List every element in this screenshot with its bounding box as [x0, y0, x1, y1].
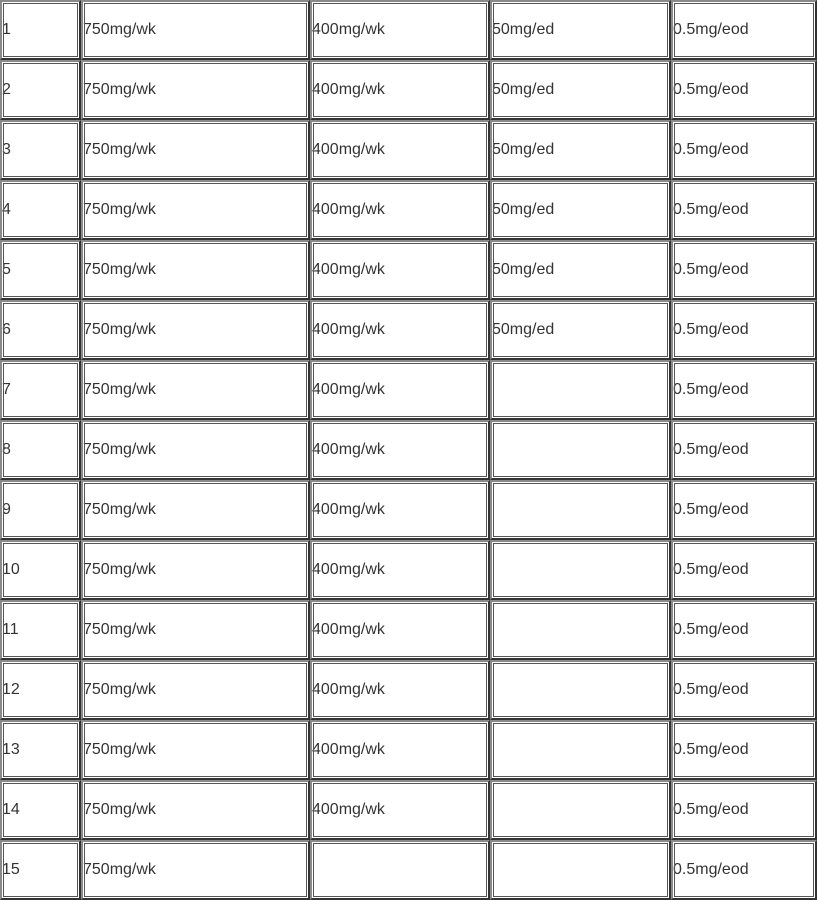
dose-cell-b: 400mg/wk: [310, 180, 490, 240]
dose-cell-b: 400mg/wk: [310, 600, 490, 660]
week-cell: 3: [0, 120, 81, 180]
dose-cell-d: 0.5mg/eod: [671, 300, 817, 360]
dose-cell-c: 50mg/ed: [490, 120, 671, 180]
dose-cell-b: 400mg/wk: [310, 420, 490, 480]
week-cell: 11: [0, 600, 81, 660]
dose-cell-a: 750mg/wk: [81, 420, 310, 480]
dose-cell-d: 0.5mg/eod: [671, 0, 817, 60]
dose-cell-b: 400mg/wk: [310, 540, 490, 600]
table-row: [0, 840, 817, 900]
table-row: [0, 60, 817, 120]
table-row: [0, 600, 817, 660]
dose-cell-a: 750mg/wk: [81, 120, 310, 180]
dose-cell-b: 400mg/wk: [310, 60, 490, 120]
dose-cell-a: 750mg/wk: [81, 660, 310, 720]
week-cell: 5: [0, 240, 81, 300]
week-cell: 13: [0, 720, 81, 780]
dose-cell-a: 750mg/wk: [81, 360, 310, 420]
dose-cell-c: [490, 420, 671, 480]
week-cell: 10: [0, 540, 81, 600]
week-cell: 4: [0, 180, 81, 240]
dose-cell-d: 0.5mg/eod: [671, 540, 817, 600]
dose-cell-d: 0.5mg/eod: [671, 780, 817, 840]
table-row: [0, 660, 817, 720]
dose-cell-a: 750mg/wk: [81, 180, 310, 240]
dose-cell-c: 50mg/ed: [490, 0, 671, 60]
dose-cell-a: 750mg/wk: [81, 300, 310, 360]
dose-cell-c: [490, 360, 671, 420]
dose-cell-a: 750mg/wk: [81, 240, 310, 300]
dose-cell-d: 0.5mg/eod: [671, 240, 817, 300]
dose-cell-d: 0.5mg/eod: [671, 120, 817, 180]
dose-cell-a: 750mg/wk: [81, 720, 310, 780]
dose-cell-c: 50mg/ed: [490, 60, 671, 120]
dose-cell-c: [490, 540, 671, 600]
week-cell: 6: [0, 300, 81, 360]
dose-cell-d: 0.5mg/eod: [671, 420, 817, 480]
dose-cell-a: 750mg/wk: [81, 780, 310, 840]
dose-cell-d: 0.5mg/eod: [671, 60, 817, 120]
table-row: [0, 0, 817, 60]
dose-cell-d: 0.5mg/eod: [671, 600, 817, 660]
week-cell: 9: [0, 480, 81, 540]
dose-cell-b: 400mg/wk: [310, 480, 490, 540]
dose-cell-b: 400mg/wk: [310, 300, 490, 360]
dose-cell-a: 750mg/wk: [81, 540, 310, 600]
dose-cell-c: 50mg/ed: [490, 240, 671, 300]
dose-cell-a: 750mg/wk: [81, 60, 310, 120]
table-row: [0, 720, 817, 780]
dose-cell-d: 0.5mg/eod: [671, 840, 817, 900]
dose-cell-c: [490, 840, 671, 900]
dose-cell-c: 50mg/ed: [490, 300, 671, 360]
dose-cell-b: 400mg/wk: [310, 0, 490, 60]
week-cell: 7: [0, 360, 81, 420]
dose-cell-d: 0.5mg/eod: [671, 660, 817, 720]
dose-cell-c: [490, 480, 671, 540]
table-row: [0, 480, 817, 540]
dose-cell-b: 400mg/wk: [310, 120, 490, 180]
table-row: [0, 780, 817, 840]
dose-cell-c: [490, 720, 671, 780]
dose-cell-b: 400mg/wk: [310, 660, 490, 720]
table-row: [0, 540, 817, 600]
dose-cell-d: 0.5mg/eod: [671, 480, 817, 540]
dose-cell-b: [310, 840, 490, 900]
table-row: [0, 360, 817, 420]
table-row: [0, 240, 817, 300]
dose-cell-c: [490, 780, 671, 840]
dose-cell-b: 400mg/wk: [310, 780, 490, 840]
dose-cell-d: 0.5mg/eod: [671, 360, 817, 420]
dose-cell-d: 0.5mg/eod: [671, 720, 817, 780]
dose-cell-c: 50mg/ed: [490, 180, 671, 240]
week-cell: 8: [0, 420, 81, 480]
dose-cell-a: 750mg/wk: [81, 600, 310, 660]
table-row: [0, 420, 817, 480]
week-cell: 14: [0, 780, 81, 840]
week-cell: 1: [0, 0, 81, 60]
table-row: [0, 300, 817, 360]
dose-cell-b: 400mg/wk: [310, 720, 490, 780]
dose-cell-a: 750mg/wk: [81, 480, 310, 540]
dose-cell-d: 0.5mg/eod: [671, 180, 817, 240]
week-cell: 12: [0, 660, 81, 720]
dose-cell-c: [490, 660, 671, 720]
dose-cell-c: [490, 600, 671, 660]
dose-cell-b: 400mg/wk: [310, 240, 490, 300]
table-row: [0, 120, 817, 180]
dose-cell-a: 750mg/wk: [81, 0, 310, 60]
dose-cell-a: 750mg/wk: [81, 840, 310, 900]
dose-cell-b: 400mg/wk: [310, 360, 490, 420]
week-cell: 15: [0, 840, 81, 900]
table-row: [0, 180, 817, 240]
week-cell: 2: [0, 60, 81, 120]
